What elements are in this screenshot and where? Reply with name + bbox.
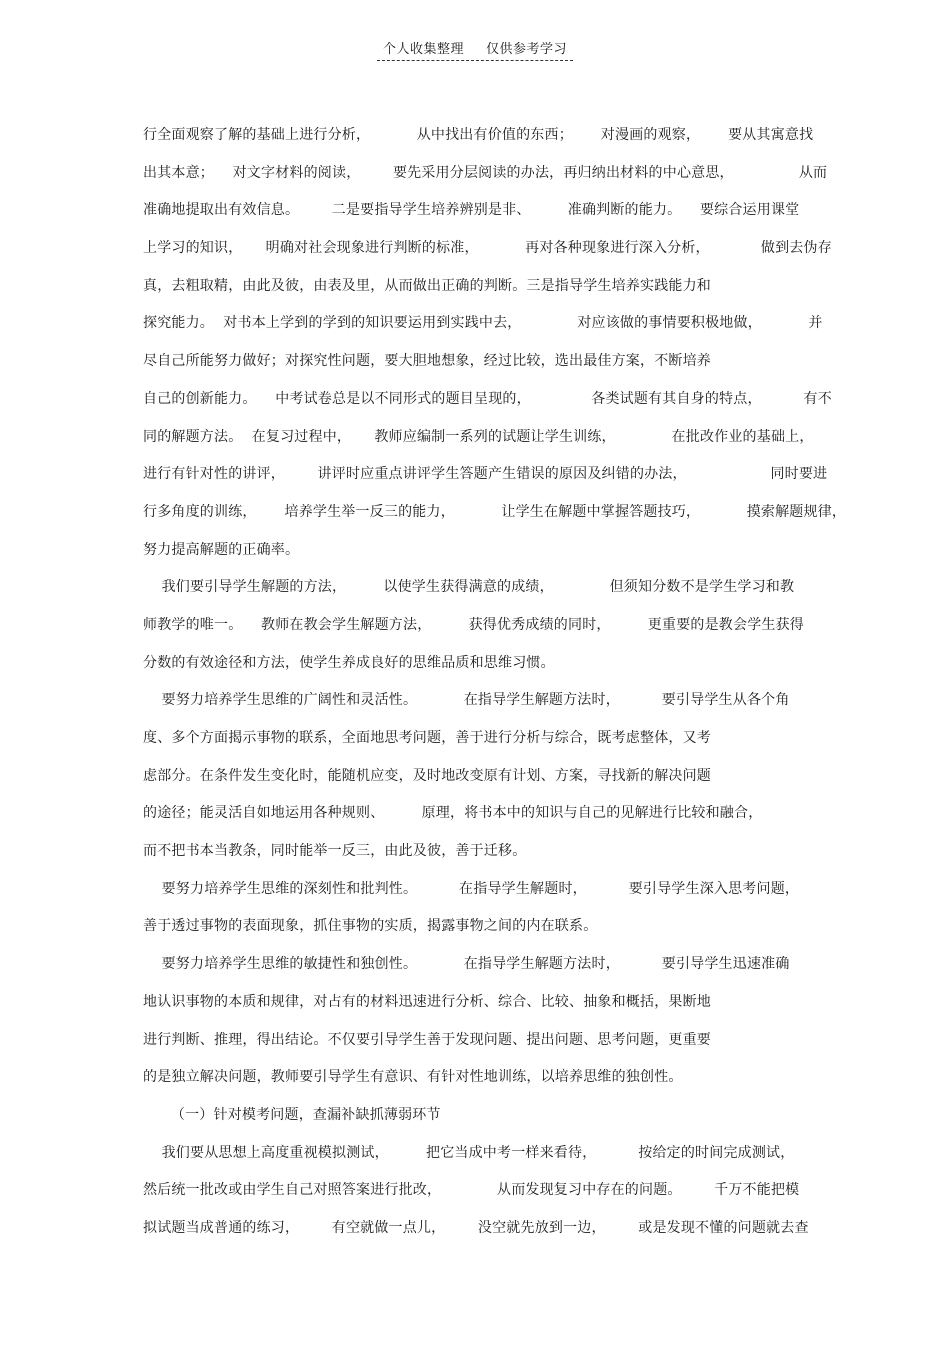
text-line: 探究能力。 对书本上学到的学到的知识要运用到实践中去， 对应该做的事情要积极地做， 并 xyxy=(143,315,823,332)
text-line: 真，去粗取精，由此及彼，由表及里，从而做出正确的判断。三是指导学生培养实践能力和 xyxy=(143,277,711,294)
text-line: 准确地提取出有效信息。 二是要指导学生培养辨别是非、 准确判断的能力。 要综合运用课堂 xyxy=(143,202,800,219)
text-line: 然后统一批改或由学生自己对照答案进行批改， 从而发现复习中存在的问题。 千万不能把模 xyxy=(143,1182,800,1199)
text-line: 善于透过事物的表面现象，抓住事物的实质，揭露事物之间的内在联系。 xyxy=(143,918,598,935)
text-line: 同的解题方法。 在复习过程中， 教师应编制一系列的试题让学生训练， 在批改作业的基础上， xyxy=(143,428,814,445)
text-line: 行全面观察了解的基础上进行分析， 从中找出有价值的东西； 对漫画的观察， 要从其寓意找 xyxy=(143,127,814,143)
text-line: 虑部分。在条件发生变化时，能随机应变，及时地改变原有计划、方案，寻找新的解决问题 xyxy=(143,767,711,784)
text-line: 的途径；能灵活自如地运用各种规则、 原理，将书本中的知识与自己的见解进行比较和融合， xyxy=(143,805,763,822)
text-line: 拟试题当成普通的练习， 有空就做一点儿， 没空就先放到一边， 或是发现不懂的问题就去查 xyxy=(143,1219,809,1236)
text-line: 自己的创新能力。 中考试卷总是以不同形式的题目呈现的， 各类试题有其自身的特点， 有不 xyxy=(143,390,832,407)
text-line: 我们要从思想上高度重视模拟测试， 把它当成中考一样来看待， 按给定的时间完成测试， xyxy=(143,1144,795,1161)
document-body xyxy=(143,123,847,1254)
text-line: 的是独立解决问题，教师要引导学生有意识、有针对性地训练，以培养思维的独创性。 xyxy=(143,1069,683,1086)
text-line: 努力提高解题的正确率。 xyxy=(143,541,300,558)
text-line: 尽自己所能努力做好；对探究性问题，要大胆地想象，经过比较，选出最佳方案，不断培养 xyxy=(143,353,711,370)
text-line: 要努力培养学生思维的广阔性和灵活性。 在指导学生解题方法时， 要引导学生从各个角 xyxy=(143,692,790,709)
text-line: 地认识事物的本质和规律，对占有的材料迅速进行分析、综合、比较、抽象和概括，果断地 xyxy=(143,993,711,1010)
header-left-text: 个人收集整理 xyxy=(382,42,464,57)
header-underline xyxy=(377,38,573,61)
section-heading: （一）针对模考问题，查漏补缺抓薄弱环节 xyxy=(143,1106,441,1123)
text-line: 行多角度的训练， 培养学生举一反三的能力， 让学生在解题中掌握答题技巧， 摸索解题规律， xyxy=(143,503,847,520)
header-right-text: 仅供参考学习 xyxy=(486,42,568,57)
text-line: 而不把书本当教条，同时能举一反三，由此及彼，善于迁移。 xyxy=(143,843,527,860)
text-line: 上学习的知识， 明确对社会现象进行判断的标准， 再对各种现象进行深入分析， 做到去伪存 xyxy=(143,240,832,257)
text-line: 分数的有效途径和方法，使学生养成良好的思维品质和思维习惯。 xyxy=(143,654,555,671)
text-line: 进行判断、推理，得出结论。不仅要引导学生善于发现问题、提出问题、思考问题，更重要 xyxy=(143,1031,711,1048)
text-line: 进行有针对性的讲评， 讲评时应重点讲评学生答题产生错误的原因及纠错的办法， 同时要进 xyxy=(143,466,828,483)
text-line: 度、多个方面揭示事物的联系，全面地思考问题，善于进行分析与综合，既考虑整体，又考 xyxy=(143,730,711,746)
page-header xyxy=(0,38,950,61)
text-line: 要努力培养学生思维的敏捷性和独创性。 在指导学生解题方法时， 要引导学生迅速准确 xyxy=(143,956,790,973)
text-line: 要努力培养学生思维的深刻性和批判性。 在指导学生解题时， 要引导学生深入思考问题， xyxy=(143,880,800,897)
text-line: 师教学的唯一。 教师在教会学生解题方法， 获得优秀成绩的同时， 更重要的是教会学生获得 xyxy=(143,616,805,633)
text-line: 出其本意； 对文字材料的阅读， 要先采用分层阅读的办法，再归纳出材料的中心意思， 从而 xyxy=(143,164,828,181)
text-line: 我们要引导学生解题的方法， 以使学生获得满意的成绩， 但须知分数不是学生学习和教 xyxy=(143,579,795,596)
